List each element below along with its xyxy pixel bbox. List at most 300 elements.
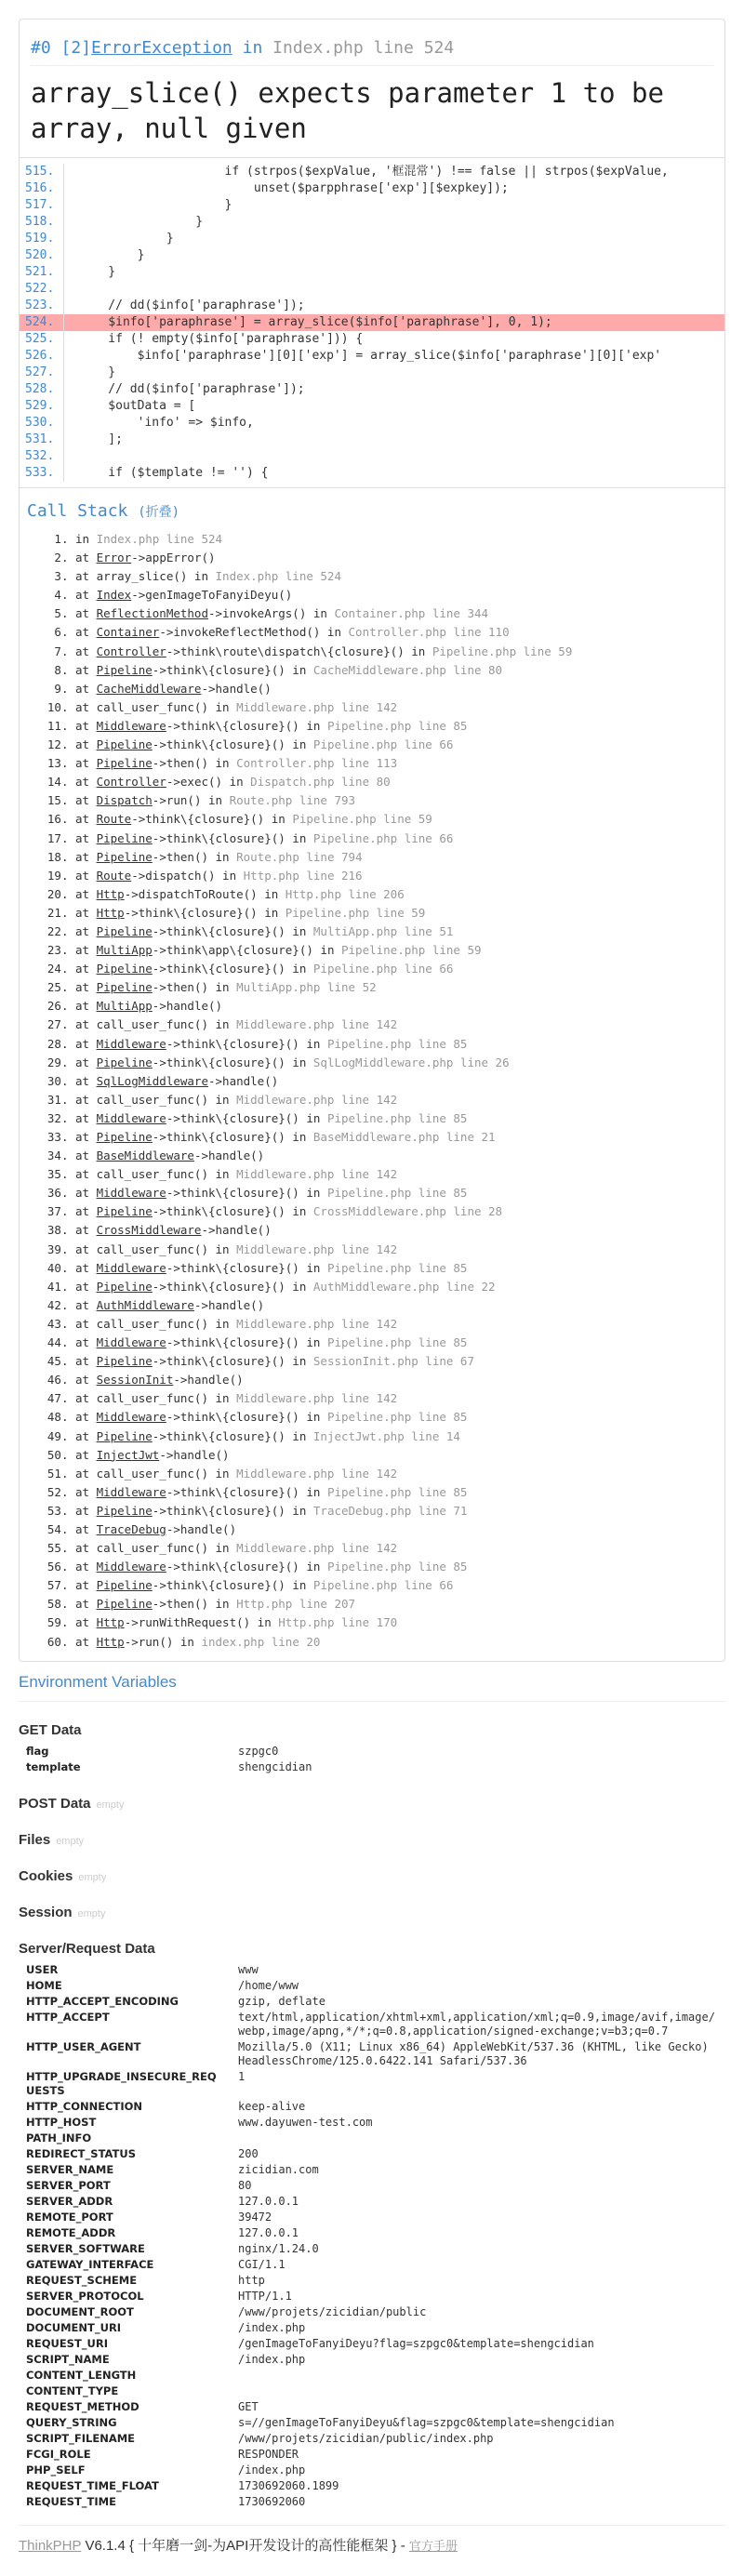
env-row bbox=[19, 1978, 725, 1994]
footer-brand-link[interactable]: ThinkPHP bbox=[19, 2537, 82, 2554]
call-stack-class-link[interactable]: Pipeline bbox=[96, 1130, 153, 1144]
env-row bbox=[19, 2210, 725, 2225]
env-key: SERVER_NAME bbox=[26, 2162, 114, 2176]
call-stack-call: ->think\{closure}() in bbox=[166, 1410, 327, 1425]
call-stack-call: ->think\{closure}() in bbox=[152, 923, 313, 938]
env-key: REQUEST_TIME_FLOAT bbox=[26, 2478, 159, 2492]
call-stack-class-link[interactable]: Dispatch bbox=[96, 793, 153, 808]
env-key: SCRIPT_FILENAME bbox=[26, 2431, 136, 2445]
call-stack-call: ->think\{closure}() in bbox=[152, 662, 313, 677]
code-line bbox=[20, 331, 724, 348]
call-stack-prefix: at bbox=[75, 699, 97, 714]
env-key: CONTENT_TYPE bbox=[26, 2383, 119, 2397]
code-text: } bbox=[79, 215, 204, 229]
env-value: 39472 bbox=[238, 2210, 272, 2224]
call-stack-call: call_user_func() in bbox=[96, 1242, 237, 1256]
call-stack-class-link[interactable]: TraceDebug bbox=[96, 1521, 166, 1536]
env-value: 200 bbox=[238, 2146, 259, 2160]
call-stack-item bbox=[75, 1035, 717, 1054]
call-stack-call: ->handle() bbox=[152, 999, 223, 1014]
call-stack-class-link[interactable]: Pipeline bbox=[96, 1503, 153, 1518]
env-title: Environment Variables bbox=[19, 1673, 725, 1702]
code-text: $outData = [ bbox=[79, 399, 196, 413]
env-value: /www/projets/zicidian/public/index.php bbox=[238, 2431, 494, 2445]
exception-header bbox=[20, 20, 724, 158]
code-text: // dd($info['paraphrase']); bbox=[79, 299, 305, 312]
call-stack-prefix: at bbox=[75, 1186, 97, 1201]
footer-doc-link[interactable]: 官方手册 bbox=[408, 2538, 458, 2553]
call-stack-prefix: at bbox=[75, 923, 97, 938]
call-stack-location: Dispatch.php line 80 bbox=[250, 775, 391, 790]
env-key: REDIRECT_STATUS bbox=[26, 2146, 136, 2160]
call-stack-prefix: at bbox=[75, 1073, 97, 1088]
env-key: REMOTE_PORT bbox=[26, 2210, 113, 2224]
call-stack-item bbox=[75, 1389, 717, 1408]
env-key: REMOTE_ADDR bbox=[26, 2225, 116, 2239]
call-stack-class-link[interactable]: Http bbox=[96, 1615, 125, 1630]
call-stack-call: ->think\{closure}() in bbox=[152, 1354, 313, 1369]
env-key: HTTP_USER_AGENT bbox=[26, 2039, 141, 2053]
call-stack-location: Index.php line 524 bbox=[96, 532, 223, 546]
call-stack-location: SqlLogMiddleware.php line 26 bbox=[312, 1055, 510, 1069]
call-stack-class-link[interactable]: SqlLogMiddleware bbox=[96, 1073, 208, 1088]
code-text: // dd($info['paraphrase']); bbox=[79, 382, 305, 396]
env-row bbox=[19, 2069, 725, 2099]
call-stack-class-link[interactable]: Pipeline bbox=[96, 923, 153, 938]
call-stack-call: ->think\{closure}() in bbox=[152, 1055, 313, 1069]
call-stack-location: Http.php line 216 bbox=[243, 868, 363, 883]
env-row bbox=[19, 1994, 725, 2010]
code-line bbox=[20, 298, 724, 314]
call-stack-class-link[interactable]: Middleware bbox=[96, 1560, 166, 1574]
env-value: RESPONDER bbox=[238, 2447, 299, 2461]
call-stack-class-link[interactable]: Pipeline bbox=[96, 756, 153, 771]
env-row bbox=[19, 2478, 725, 2494]
env-key: HTTP_UPGRADE_INSECURE_REQUESTS bbox=[26, 2069, 217, 2097]
code-line bbox=[20, 381, 724, 398]
env-row bbox=[19, 2304, 725, 2320]
line-number: 533. bbox=[20, 465, 64, 482]
env-value: nginx/1.24.0 bbox=[238, 2241, 319, 2255]
env-key: SCRIPT_NAME bbox=[26, 2352, 110, 2366]
call-stack-prefix: at bbox=[75, 1204, 97, 1219]
call-stack-class-link[interactable]: Pipeline bbox=[96, 1204, 153, 1219]
call-stack-location: Route.php line 794 bbox=[236, 849, 363, 864]
env-value: /home/www bbox=[238, 1978, 299, 1992]
env-value: /index.php bbox=[238, 2320, 306, 2334]
call-stack-location: Pipeline.php line 85 bbox=[326, 1484, 468, 1499]
call-stack-call: ->think\{closure}() in bbox=[152, 830, 313, 845]
call-stack-call: ->think\{closure}() in bbox=[166, 1560, 327, 1574]
call-stack-call: ->think\{closure}() in bbox=[166, 1036, 327, 1051]
call-stack-item bbox=[75, 1315, 717, 1334]
call-stack-prefix: at bbox=[75, 793, 97, 808]
call-stack-prefix: at bbox=[75, 644, 97, 658]
call-stack-location: Route.php line 793 bbox=[229, 793, 356, 808]
env-row bbox=[19, 2431, 725, 2447]
call-stack-class-link[interactable]: Pipeline bbox=[96, 1578, 153, 1593]
code-text: if (! empty($info['paraphrase'])) { bbox=[79, 332, 364, 346]
call-stack-item bbox=[75, 1128, 717, 1147]
call-stack-item bbox=[75, 848, 717, 867]
call-stack-class-link[interactable]: Controller bbox=[96, 775, 166, 790]
call-stack-location: Pipeline.php line 85 bbox=[326, 1186, 468, 1201]
env-value: Mozilla/5.0 (X11; Linux x86_64) AppleWebKit/537.36 (KHTML, like Gecko) HeadlessChrome/125.0.6422.141 Safari/537.36 bbox=[238, 2039, 709, 2067]
call-stack-prefix: at bbox=[75, 1597, 97, 1612]
env-value: 127.0.0.1 bbox=[238, 2194, 299, 2208]
footer-version: V6.1.4 bbox=[85, 2537, 126, 2554]
call-stack-location: Middleware.php line 142 bbox=[236, 1167, 398, 1182]
call-stack-class-link[interactable]: Pipeline bbox=[96, 1279, 153, 1294]
call-stack-call: array_slice() in bbox=[96, 569, 216, 584]
code-line bbox=[20, 398, 724, 415]
env-row bbox=[19, 2039, 725, 2069]
call-stack-item bbox=[75, 1558, 717, 1576]
code-line bbox=[20, 247, 724, 264]
call-stack-item bbox=[75, 923, 717, 941]
call-stack-class-link[interactable]: Error bbox=[96, 551, 132, 565]
env-key: SERVER_ADDR bbox=[26, 2194, 113, 2208]
env-key: template bbox=[26, 1759, 81, 1773]
call-stack-location: index.php line 20 bbox=[201, 1634, 321, 1649]
call-stack-call: call_user_func() in bbox=[96, 1167, 237, 1182]
call-stack-class-link[interactable]: Container bbox=[96, 625, 160, 640]
session-heading bbox=[19, 1905, 725, 1920]
call-stack-location: TraceDebug.php line 71 bbox=[312, 1503, 468, 1518]
call-stack-item bbox=[75, 904, 717, 923]
env-row bbox=[19, 2099, 725, 2115]
empty-label: empty bbox=[78, 1871, 107, 1883]
call-stack-item bbox=[75, 1165, 717, 1184]
call-stack-class-link[interactable]: ReflectionMethod bbox=[96, 606, 208, 621]
call-stack-class-link[interactable]: BaseMiddleware bbox=[96, 1149, 194, 1163]
env-value: 80 bbox=[238, 2178, 252, 2192]
server-data-table bbox=[19, 1962, 725, 2510]
call-stack-item bbox=[75, 810, 717, 829]
call-stack-item bbox=[75, 830, 717, 848]
call-stack-location: Controller.php line 110 bbox=[348, 625, 510, 640]
call-stack-item bbox=[75, 698, 717, 717]
empty-label: empty bbox=[96, 1799, 125, 1811]
call-stack-prefix: at bbox=[75, 830, 97, 845]
call-stack-item bbox=[75, 567, 717, 586]
env-row bbox=[19, 2289, 725, 2304]
env-row bbox=[19, 1759, 725, 1775]
call-stack-item bbox=[75, 661, 717, 680]
call-stack-item bbox=[75, 586, 717, 604]
call-stack-prefix: at bbox=[75, 1428, 97, 1443]
call-stack-item bbox=[75, 1241, 717, 1259]
call-stack-item bbox=[75, 1202, 717, 1221]
call-stack-class-link[interactable]: Middleware bbox=[96, 1260, 166, 1275]
call-stack-title-text: Call Stack bbox=[27, 501, 128, 521]
call-stack-item bbox=[75, 604, 717, 623]
call-stack-prefix: at bbox=[75, 737, 97, 752]
call-stack-item bbox=[75, 941, 717, 960]
env-key: REQUEST_URI bbox=[26, 2336, 109, 2350]
cookies-title: Cookies bbox=[19, 1867, 73, 1884]
call-stack-call: ->invokeReflectMethod() in bbox=[159, 625, 349, 640]
call-stack-call: ->handle() bbox=[166, 1521, 237, 1536]
call-stack-prefix: at bbox=[75, 943, 97, 958]
call-stack-item bbox=[75, 1371, 717, 1389]
env-row bbox=[19, 2162, 725, 2178]
call-stack-prefix: at bbox=[75, 1541, 97, 1556]
call-stack-call: ->think\{closure}() in bbox=[124, 905, 286, 920]
call-stack-call: ->exec() in bbox=[166, 775, 251, 790]
call-stack-class-link[interactable]: Middleware bbox=[96, 1110, 166, 1125]
get-data-title: GET Data bbox=[19, 1721, 82, 1738]
code-line bbox=[20, 365, 724, 381]
call-stack-title bbox=[27, 501, 717, 521]
env-row bbox=[19, 2225, 725, 2241]
exception-class-link[interactable]: ErrorException bbox=[91, 38, 232, 58]
call-stack-prefix: at bbox=[75, 1017, 97, 1032]
cookies-section bbox=[19, 1868, 725, 1884]
call-stack-prefix: at bbox=[75, 1242, 97, 1256]
call-stack-class-link[interactable]: Http bbox=[96, 886, 125, 901]
call-stack-prefix: at bbox=[75, 1354, 97, 1369]
line-number: 519. bbox=[20, 231, 64, 247]
call-stack-location: Middleware.php line 142 bbox=[236, 1316, 398, 1331]
env-row bbox=[19, 2368, 725, 2383]
call-stack-location: Pipeline.php line 59 bbox=[292, 812, 432, 827]
env-value: 127.0.0.1 bbox=[238, 2225, 299, 2239]
env-value: www.dayuwen-test.com bbox=[238, 2115, 373, 2129]
call-stack-item bbox=[75, 623, 717, 642]
env-key: HTTP_HOST bbox=[26, 2115, 97, 2129]
env-row bbox=[19, 2383, 725, 2399]
call-stack-class-link[interactable]: Pipeline bbox=[96, 1597, 153, 1612]
call-stack-class-link[interactable]: Index bbox=[96, 588, 132, 603]
call-stack-class-link[interactable]: Route bbox=[96, 868, 132, 883]
env-key: CONTENT_LENGTH bbox=[26, 2368, 137, 2382]
call-stack-location: Middleware.php line 142 bbox=[236, 1466, 398, 1481]
call-stack-location: Pipeline.php line 66 bbox=[312, 830, 454, 845]
call-stack-item bbox=[75, 1278, 717, 1296]
call-stack-item bbox=[75, 1109, 717, 1128]
line-number: 521. bbox=[20, 264, 64, 281]
env-key: REQUEST_SCHEME bbox=[26, 2273, 138, 2287]
call-stack-item bbox=[75, 1296, 717, 1315]
code-line bbox=[20, 415, 724, 432]
call-stack-call: ->think\{closure}() in bbox=[166, 1335, 327, 1350]
call-stack-class-link[interactable]: Http bbox=[96, 1634, 125, 1649]
call-stack-item bbox=[75, 1072, 717, 1091]
call-stack-item bbox=[75, 1221, 717, 1240]
env-key: flag bbox=[26, 1744, 49, 1758]
call-stack-item bbox=[75, 1465, 717, 1483]
call-stack-call: ->handle() bbox=[173, 1373, 244, 1388]
call-stack-class-link[interactable]: Pipeline bbox=[96, 980, 153, 995]
line-number: 531. bbox=[20, 432, 64, 448]
call-stack-call: ->dispatch() in bbox=[131, 868, 244, 883]
call-stack-fold-toggle[interactable]: (折叠) bbox=[138, 505, 180, 520]
call-stack-call: ->think\{closure}() in bbox=[166, 718, 327, 733]
env-row bbox=[19, 2131, 725, 2146]
env-value: keep-alive bbox=[238, 2099, 306, 2113]
call-stack-prefix: at bbox=[75, 812, 97, 827]
files-heading bbox=[19, 1832, 725, 1848]
call-stack-location: Http.php line 206 bbox=[285, 886, 405, 901]
line-number: 526. bbox=[20, 348, 64, 365]
call-stack-location: Middleware.php line 142 bbox=[236, 1092, 398, 1107]
env-value bbox=[231, 2368, 725, 2383]
env-key: HOME bbox=[26, 1978, 62, 1992]
call-stack-location: InjectJwt.php line 14 bbox=[312, 1428, 460, 1443]
env-key: QUERY_STRING bbox=[26, 2415, 117, 2429]
env-row bbox=[19, 2257, 725, 2273]
line-number: 518. bbox=[20, 214, 64, 231]
line-number: 525. bbox=[20, 331, 64, 348]
call-stack-prefix: at bbox=[75, 718, 97, 733]
call-stack-class-link[interactable]: CacheMiddleware bbox=[96, 681, 202, 696]
cookies-heading bbox=[19, 1868, 725, 1884]
call-stack-class-link[interactable]: Pipeline bbox=[96, 830, 153, 845]
env-row bbox=[19, 1744, 725, 1759]
call-stack-class-link[interactable]: Middleware bbox=[96, 1186, 166, 1201]
call-stack-class-link[interactable]: Pipeline bbox=[96, 1428, 153, 1443]
call-stack-location: Controller.php line 113 bbox=[236, 756, 398, 771]
call-stack-location: Middleware.php line 142 bbox=[236, 1017, 398, 1032]
call-stack-location: Pipeline.php line 85 bbox=[326, 718, 468, 733]
env-value: gzip, deflate bbox=[238, 1994, 326, 2008]
footer-slogan: { 十年磨一剑-为API开发设计的高性能框架 } bbox=[128, 2537, 397, 2554]
call-stack-class-link[interactable]: Pipeline bbox=[96, 1354, 153, 1369]
env-value: CGI/1.1 bbox=[238, 2257, 286, 2271]
call-stack-call: call_user_func() in bbox=[96, 1316, 237, 1331]
call-stack-call: ->handle() bbox=[201, 681, 272, 696]
call-stack-class-link[interactable]: SessionInit bbox=[96, 1373, 174, 1388]
call-stack-prefix: at bbox=[75, 1130, 97, 1144]
call-stack-prefix: at bbox=[75, 1092, 97, 1107]
call-stack-prefix: at bbox=[75, 1260, 97, 1275]
call-stack-item bbox=[75, 978, 717, 997]
code-text: if (strpos($expValue, '框混常') !== false || strpos($expValue, bbox=[79, 165, 669, 179]
call-stack-class-link[interactable]: Route bbox=[96, 812, 132, 827]
call-stack-call: call_user_func() in bbox=[96, 1017, 237, 1032]
call-stack-class-link[interactable]: Controller bbox=[96, 644, 166, 658]
code-text: } bbox=[79, 248, 145, 262]
call-stack-class-link[interactable]: Middleware bbox=[96, 1484, 166, 1499]
call-stack-location: Middleware.php line 142 bbox=[236, 1242, 398, 1256]
call-stack-call: ->handle() bbox=[208, 1073, 279, 1088]
env-key: PATH_INFO bbox=[26, 2131, 92, 2144]
call-stack-prefix: at bbox=[75, 1149, 97, 1163]
call-stack-call: ->think\route\dispatch\{closure}() in bbox=[166, 644, 432, 658]
env-key: HTTP_ACCEPT bbox=[26, 2010, 110, 2024]
call-stack-item bbox=[75, 643, 717, 661]
call-stack-location: Pipeline.php line 85 bbox=[326, 1335, 468, 1350]
call-stack-prefix: at bbox=[75, 1297, 97, 1312]
env-value: http bbox=[238, 2273, 265, 2287]
call-stack-class-link[interactable]: Middleware bbox=[96, 1036, 166, 1051]
env-value: /www/projets/zicidian/public bbox=[238, 2304, 427, 2318]
call-stack-item bbox=[75, 1427, 717, 1446]
call-stack-prefix: at bbox=[75, 775, 97, 790]
call-stack-item bbox=[75, 1539, 717, 1558]
env-row bbox=[19, 2241, 725, 2257]
call-stack-class-link[interactable]: Pipeline bbox=[96, 1055, 153, 1069]
code-text bbox=[64, 448, 79, 465]
call-stack-class-link[interactable]: MultiApp bbox=[96, 943, 153, 958]
env-row bbox=[19, 2447, 725, 2463]
call-stack-class-link[interactable]: AuthMiddleware bbox=[96, 1297, 194, 1312]
source-code bbox=[20, 158, 724, 488]
call-stack-item bbox=[75, 997, 717, 1016]
call-stack-location: Http.php line 207 bbox=[236, 1597, 356, 1612]
call-stack-prefix: at bbox=[75, 1466, 97, 1481]
call-stack-location: Middleware.php line 142 bbox=[236, 699, 398, 714]
call-stack-prefix: at bbox=[75, 1036, 97, 1051]
line-number: 515. bbox=[20, 164, 64, 180]
env-value: 1730692060.1899 bbox=[238, 2478, 339, 2492]
call-stack-class-link[interactable]: Middleware bbox=[96, 1335, 166, 1350]
call-stack-location: Pipeline.php line 66 bbox=[312, 1578, 454, 1593]
call-stack-prefix: at bbox=[75, 1223, 97, 1238]
call-stack-item bbox=[75, 960, 717, 978]
code-text: $info['paraphrase'] = array_slice($info['paraphrase'], 0, 1); bbox=[64, 314, 724, 331]
call-stack-call: ->think\{closure}() in bbox=[152, 1428, 313, 1443]
call-stack-class-link[interactable]: CrossMiddleware bbox=[96, 1223, 202, 1238]
call-stack-class-link[interactable]: InjectJwt bbox=[96, 1447, 160, 1462]
call-stack-call: ->think\{closure}() in bbox=[152, 1503, 313, 1518]
get-data-table bbox=[19, 1744, 725, 1775]
call-stack-prefix: at bbox=[75, 980, 97, 995]
call-stack-prefix: at bbox=[75, 1391, 97, 1406]
env-value: zicidian.com bbox=[238, 2162, 319, 2176]
env-key: SERVER_PORT bbox=[26, 2178, 111, 2192]
call-stack-item bbox=[75, 530, 717, 549]
call-stack-class-link[interactable]: Http bbox=[96, 905, 125, 920]
code-line bbox=[20, 281, 724, 298]
call-stack-location: CrossMiddleware.php line 28 bbox=[312, 1204, 503, 1219]
call-stack-call: ->think\{closure}() in bbox=[166, 1186, 327, 1201]
call-stack-call: ->think\{closure}() in bbox=[166, 1260, 327, 1275]
call-stack-class-link[interactable]: Pipeline bbox=[96, 849, 153, 864]
env-row bbox=[19, 2010, 725, 2039]
call-stack-location: Pipeline.php line 59 bbox=[285, 905, 426, 920]
code-line-highlighted bbox=[20, 314, 724, 331]
call-stack-class-link[interactable]: Pipeline bbox=[96, 737, 153, 752]
post-data-section bbox=[19, 1796, 725, 1812]
call-stack-call: ->think\{closure}() in bbox=[152, 1204, 313, 1219]
call-stack-location: Middleware.php line 142 bbox=[236, 1391, 398, 1406]
call-stack-location: BaseMiddleware.php line 21 bbox=[312, 1130, 496, 1144]
env-value: 1 bbox=[238, 2069, 246, 2083]
code-line bbox=[20, 180, 724, 197]
call-stack-call: ->think\app\{closure}() in bbox=[152, 943, 341, 958]
call-stack-call: ->invokeArgs() in bbox=[208, 606, 335, 621]
call-stack-call: ->think\{closure}() in bbox=[152, 962, 313, 976]
line-number: 530. bbox=[20, 415, 64, 432]
call-stack-class-link[interactable]: Pipeline bbox=[96, 662, 153, 677]
call-stack-call: ->think\{closure}() in bbox=[152, 737, 313, 752]
call-stack-item bbox=[75, 1184, 717, 1202]
call-stack-class-link[interactable]: Pipeline bbox=[96, 962, 153, 976]
call-stack-class-link[interactable]: Middleware bbox=[96, 718, 166, 733]
env-row bbox=[19, 2194, 725, 2210]
call-stack-item bbox=[75, 1595, 717, 1613]
env-key: SERVER_SOFTWARE bbox=[26, 2241, 145, 2255]
line-number: 532. bbox=[20, 448, 64, 465]
env-row bbox=[19, 2352, 725, 2368]
call-stack-class-link[interactable]: Middleware bbox=[96, 1410, 166, 1425]
env-key: USER bbox=[26, 1962, 59, 1976]
env-value: /index.php bbox=[238, 2463, 306, 2476]
call-stack-class-link[interactable]: MultiApp bbox=[96, 999, 153, 1014]
env-value: 1730692060 bbox=[238, 2494, 306, 2508]
